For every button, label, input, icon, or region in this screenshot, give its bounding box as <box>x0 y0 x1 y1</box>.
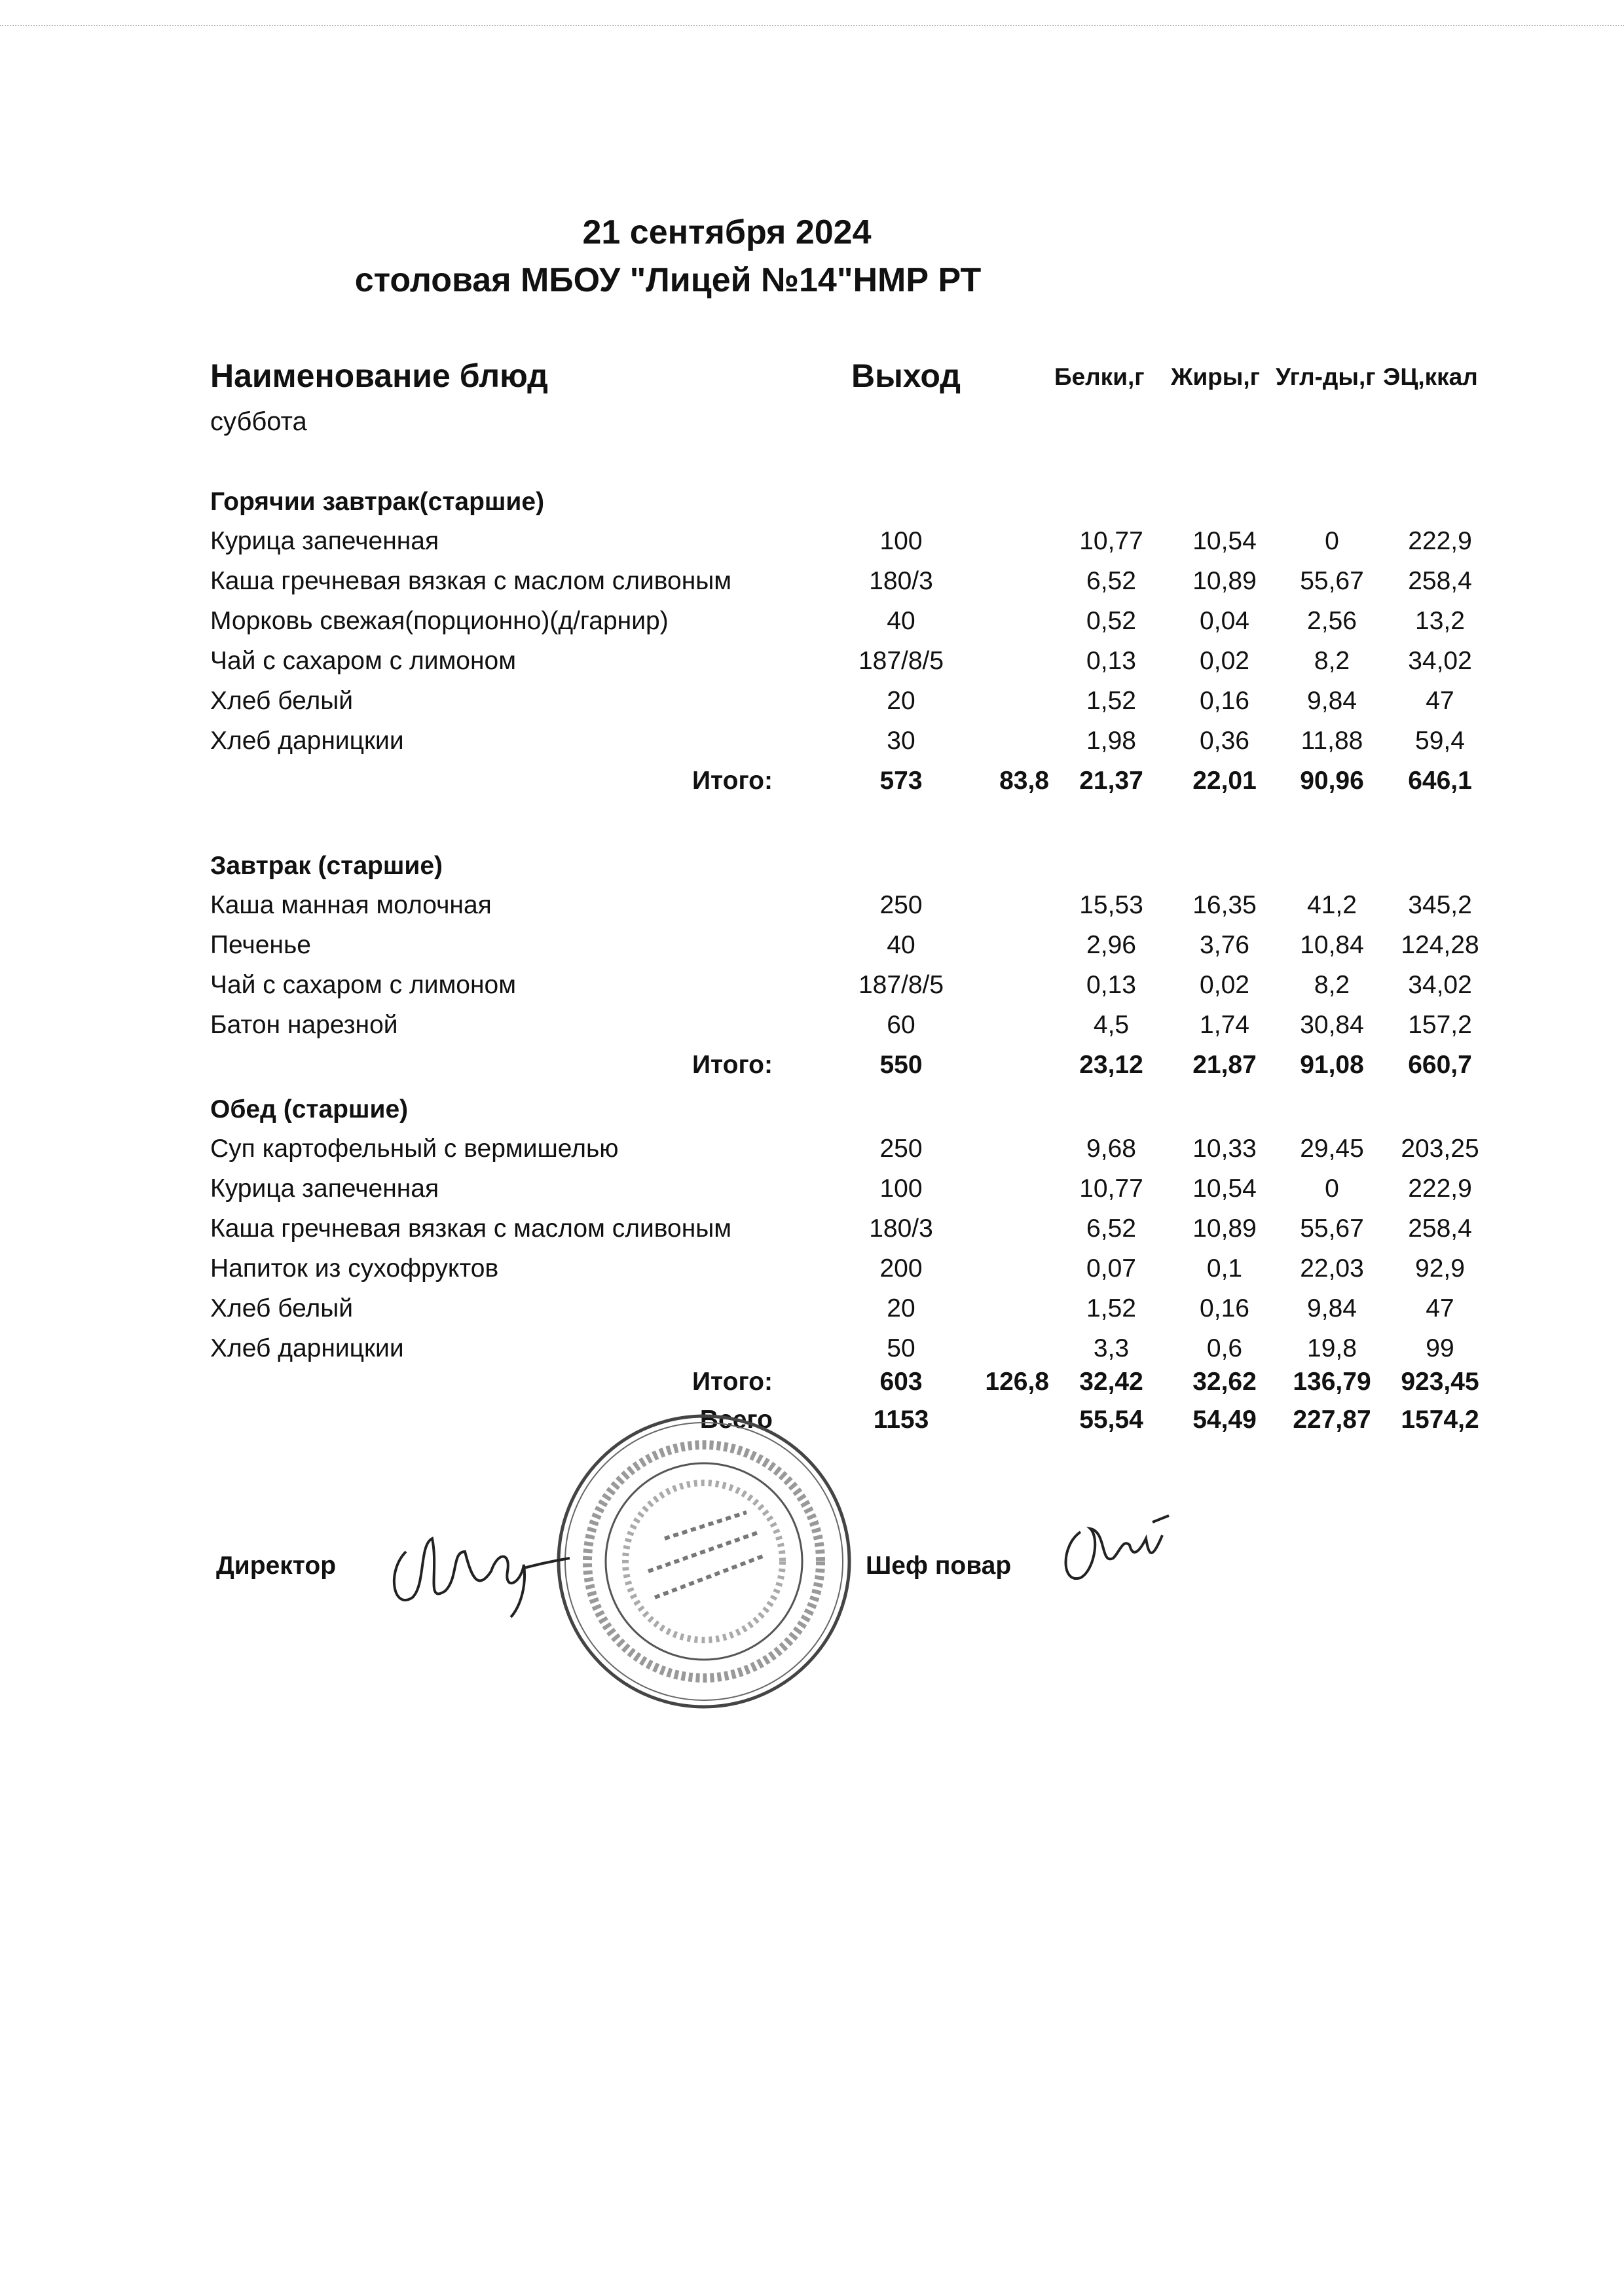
cell-fat: 0,04 <box>1200 607 1249 635</box>
stamp <box>550 1408 858 1715</box>
dish-name: Каша гречневая вязкая с маслом сливоным <box>210 567 732 595</box>
cell-energy: 157,2 <box>1408 1011 1472 1039</box>
cell-fat: 32,62 <box>1192 1368 1257 1396</box>
cell-output: 50 <box>887 1334 915 1362</box>
section-title: Завтрак (старшие) <box>210 852 443 880</box>
cell-fat: 0,36 <box>1200 727 1249 755</box>
cell-protein: 1,98 <box>1086 727 1136 755</box>
dish-name: Хлеб белый <box>210 687 354 715</box>
cell-carbs: 19,8 <box>1307 1334 1357 1362</box>
dish-name: Каша гречневая вязкая с маслом сливоным <box>210 1214 732 1243</box>
cell-carbs: 9,84 <box>1307 687 1357 715</box>
cell-carbs: 8,2 <box>1314 971 1350 999</box>
dish-name: Курица запеченная <box>210 1175 439 1203</box>
cell-fat: 22,01 <box>1192 767 1257 795</box>
cell-energy: 47 <box>1426 1294 1454 1322</box>
grand-total-label: Всего <box>699 1406 773 1434</box>
cell-energy: 646,1 <box>1408 767 1472 795</box>
cell-fat: 16,35 <box>1192 891 1257 919</box>
director-signature <box>380 1512 576 1624</box>
table-row <box>0 647 1624 686</box>
table-row <box>0 727 1624 766</box>
cell-protein: 15,53 <box>1079 891 1143 919</box>
scan-edge <box>0 25 1624 26</box>
table-row <box>0 1135 1624 1174</box>
cell-carbs: 41,2 <box>1307 891 1357 919</box>
cell-energy: 203,25 <box>1401 1135 1479 1163</box>
dish-name: Хлеб дарницкии <box>210 1334 404 1362</box>
dish-name: Печенье <box>210 931 311 959</box>
cell-protein: 0,13 <box>1086 971 1136 999</box>
cell-fat: 10,89 <box>1192 567 1257 595</box>
table-row <box>0 1011 1624 1050</box>
cell-protein: 3,3 <box>1093 1334 1130 1362</box>
cell-energy: 660,7 <box>1408 1051 1472 1079</box>
cell-output: 100 <box>879 527 923 555</box>
cell-output: 250 <box>879 891 923 919</box>
cell-carbs: 9,84 <box>1307 1294 1357 1322</box>
cell-energy: 258,4 <box>1408 1214 1472 1243</box>
cell-protein: 55,54 <box>1079 1406 1143 1434</box>
cell-energy: 34,02 <box>1408 971 1472 999</box>
total-label: Итого: <box>692 1051 773 1079</box>
cell-output: 40 <box>887 607 915 635</box>
director-label: Директор <box>216 1552 337 1580</box>
cell-output: 100 <box>879 1175 923 1203</box>
dish-name: Чай с сахаром с лимоном <box>210 971 517 999</box>
cell-energy: 222,9 <box>1408 527 1472 555</box>
cell-energy: 923,45 <box>1401 1368 1479 1396</box>
table-row <box>0 891 1624 930</box>
cell-output: 60 <box>887 1011 915 1039</box>
cell-carbs: 0 <box>1325 1175 1339 1203</box>
cell-fat: 0,16 <box>1200 687 1249 715</box>
cell-protein: 6,52 <box>1086 567 1136 595</box>
cell-fat: 54,49 <box>1192 1406 1257 1434</box>
section-title: Горячии завтрак(старшие) <box>210 488 545 516</box>
section-heading <box>0 1095 1624 1135</box>
cell-energy: 99 <box>1426 1334 1454 1362</box>
section-title: Обед (старшие) <box>210 1095 409 1123</box>
cell-output: 30 <box>887 727 915 755</box>
cell-output: 550 <box>879 1051 923 1079</box>
chef-signature <box>1054 1506 1185 1591</box>
cell-energy: 124,28 <box>1401 931 1479 959</box>
table-row <box>0 931 1624 970</box>
cell-energy: 47 <box>1426 687 1454 715</box>
cell-carbs: 55,67 <box>1300 1214 1364 1243</box>
cell-fat: 0,6 <box>1206 1334 1243 1362</box>
cell-output: 573 <box>879 767 923 795</box>
cell-fat: 0,16 <box>1200 1294 1249 1322</box>
cell-output: 20 <box>887 687 915 715</box>
dish-name: Хлеб дарницкии <box>210 727 404 755</box>
cell-protein: 21,37 <box>1079 767 1143 795</box>
cell-fat: 1,74 <box>1200 1011 1249 1039</box>
table-row <box>0 1294 1624 1334</box>
dish-name: Хлеб белый <box>210 1294 354 1322</box>
col-header-output: Выход <box>851 357 961 394</box>
dish-name: Суп картофельный с вермишелью <box>210 1135 619 1163</box>
cell-output: 20 <box>887 1294 915 1322</box>
cell-output: 250 <box>879 1135 923 1163</box>
cell-carbs: 0 <box>1325 527 1339 555</box>
cell-fat: 3,76 <box>1200 931 1249 959</box>
col-header-carbs: Угл-ды,г <box>1276 363 1376 390</box>
cell-protein: 1,52 <box>1086 1294 1136 1322</box>
cell-energy: 222,9 <box>1408 1175 1472 1203</box>
dish-name: Напиток из сухофруктов <box>210 1254 499 1283</box>
cell-protein: 10,77 <box>1079 1175 1143 1203</box>
cell-carbs: 22,03 <box>1300 1254 1364 1283</box>
cell-output: 40 <box>887 931 915 959</box>
cell-carbs: 227,87 <box>1293 1406 1371 1434</box>
dish-name: Курица запеченная <box>210 527 439 555</box>
cell-fat: 10,54 <box>1192 1175 1257 1203</box>
cell-output: 180/3 <box>869 1214 933 1243</box>
total-label: Итого: <box>692 1368 773 1396</box>
section-heading <box>0 852 1624 891</box>
cell-protein: 2,96 <box>1086 931 1136 959</box>
document-title: столовая МБОУ "Лицей №14"НМР РТ <box>354 261 982 299</box>
total-row <box>0 767 1624 806</box>
cell-protein: 4,5 <box>1093 1011 1130 1039</box>
cell-energy: 345,2 <box>1408 891 1472 919</box>
section-heading <box>0 488 1624 527</box>
cell-output: 603 <box>879 1368 923 1396</box>
cell-fat: 10,54 <box>1192 527 1257 555</box>
total-row <box>0 1368 1624 1407</box>
cell-fat: 0,02 <box>1200 647 1249 675</box>
cell-energy: 13,2 <box>1415 607 1465 635</box>
cell-energy: 34,02 <box>1408 647 1472 675</box>
cell-carbs: 30,84 <box>1300 1011 1364 1039</box>
table-row <box>0 971 1624 1010</box>
cell-carbs: 2,56 <box>1307 607 1357 635</box>
cell-output: 180/3 <box>869 567 933 595</box>
cell-carbs: 10,84 <box>1300 931 1364 959</box>
cell-protein: 9,68 <box>1086 1135 1136 1163</box>
dish-name: Каша манная молочная <box>210 891 492 919</box>
cell-fat: 0,02 <box>1200 971 1249 999</box>
cell-carbs: 90,96 <box>1300 767 1364 795</box>
table-row <box>0 1214 1624 1254</box>
chef-label: Шеф повар <box>866 1552 1012 1580</box>
col-header-energy: ЭЦ,ккал <box>1383 363 1478 390</box>
cell-protein: 6,52 <box>1086 1214 1136 1243</box>
cell-fat: 10,89 <box>1192 1214 1257 1243</box>
day-of-week: суббота <box>210 407 307 436</box>
cell-energy: 1574,2 <box>1401 1406 1479 1434</box>
dish-name: Батон нарезной <box>210 1011 398 1039</box>
cell-price: 83,8 <box>999 767 1049 795</box>
cell-protein: 10,77 <box>1079 527 1143 555</box>
cell-carbs: 136,79 <box>1293 1368 1371 1396</box>
table-row <box>0 567 1624 606</box>
cell-carbs: 8,2 <box>1314 647 1350 675</box>
cell-protein: 32,42 <box>1079 1368 1143 1396</box>
cell-output: 187/8/5 <box>858 971 944 999</box>
cell-carbs: 91,08 <box>1300 1051 1364 1079</box>
cell-price: 126,8 <box>985 1368 1049 1396</box>
cell-energy: 258,4 <box>1408 567 1472 595</box>
table-row <box>0 607 1624 646</box>
cell-fat: 21,87 <box>1192 1051 1257 1079</box>
cell-fat: 10,33 <box>1192 1135 1257 1163</box>
col-header-name: Наименование блюд <box>210 357 548 394</box>
cell-energy: 92,9 <box>1415 1254 1465 1283</box>
table-row <box>0 1254 1624 1294</box>
cell-protein: 0,52 <box>1086 607 1136 635</box>
cell-carbs: 11,88 <box>1301 727 1363 755</box>
col-header-fat: Жиры,г <box>1171 363 1261 390</box>
dish-name: Морковь свежая(порционно)(д/гарнир) <box>210 607 669 635</box>
table-row <box>0 1175 1624 1214</box>
cell-protein: 0,07 <box>1086 1254 1136 1283</box>
cell-carbs: 55,67 <box>1300 567 1364 595</box>
cell-output: 1153 <box>873 1406 929 1434</box>
cell-output: 187/8/5 <box>858 647 944 675</box>
table-row <box>0 687 1624 726</box>
cell-fat: 0,1 <box>1206 1254 1243 1283</box>
cell-output: 200 <box>879 1254 923 1283</box>
cell-protein: 0,13 <box>1086 647 1136 675</box>
cell-protein: 1,52 <box>1086 687 1136 715</box>
document-date: 21 сентября 2024 <box>582 213 872 251</box>
cell-carbs: 29,45 <box>1300 1135 1364 1163</box>
cell-protein: 23,12 <box>1079 1051 1143 1079</box>
dish-name: Чай с сахаром с лимоном <box>210 647 517 675</box>
table-row <box>0 527 1624 566</box>
col-header-protein: Белки,г <box>1054 363 1145 390</box>
cell-energy: 59,4 <box>1415 727 1465 755</box>
total-label: Итого: <box>692 767 773 795</box>
total-row <box>0 1051 1624 1090</box>
